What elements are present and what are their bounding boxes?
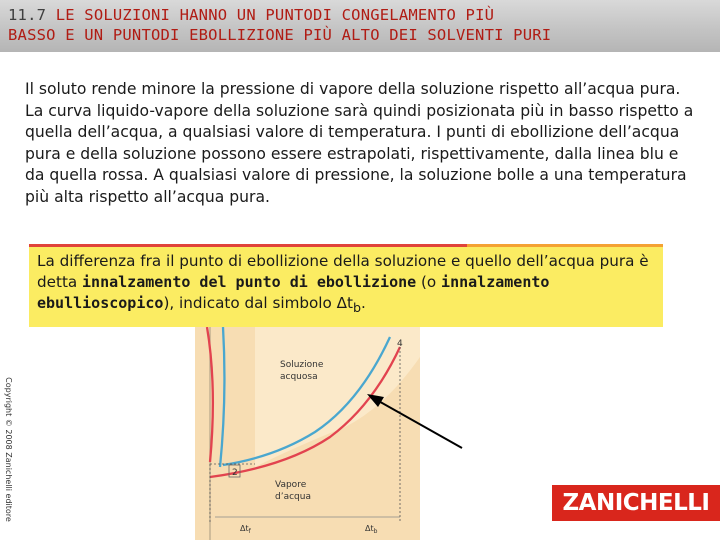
term-ebullioscopic: innalzamento ebullioscopico [37,273,550,312]
phase-diagram-svg [195,327,420,540]
delta-tf-sub: f [248,528,251,535]
slide-title [8,5,708,45]
callout-top-border-orange [467,244,663,247]
publisher-logo: ZANICHELLI [552,485,720,521]
copyright-notice [3,375,17,525]
callout-top-border-red [29,244,467,247]
delta-tb-text: Δt [365,524,374,533]
callout-text [37,251,661,318]
phase-diagram-figure [195,327,420,540]
callout-part-2: (o [416,273,442,291]
delta-tb-sub: b [373,528,378,535]
delta-subscript: b [353,300,362,316]
label-vapor-line2: d’acqua [275,492,311,502]
title-line-2: BASSO E UN PUNTODI EBOLLIZIONE PIÙ ALTO DEI SOLVENTI PURI [8,26,552,44]
title-line-1: LE SOLUZIONI HANNO UN PUNTODI CONGELAMENTO PIÙ [55,6,495,24]
delta-tf-text: Δt [240,524,249,533]
section-number: 11.7 [8,6,47,24]
label-solution-line1: Soluzione [280,360,324,370]
callout-part-3: ), indicato dal simbolo Δt [163,294,353,312]
label-solution-line2: acquosa [280,372,318,382]
label-vapor-line1: Vapore [275,480,307,490]
header-bar [0,0,720,52]
point-2-label: 2 [232,468,238,478]
callout-part-1: La differenza fra il punto di ebollizione della soluzione e quello dell’acqua pura è detta [37,252,649,291]
point-4-label: 4 [397,339,403,349]
body-paragraph: Il soluto rende minore la pressione di vapore della soluzione rispetto all’acqua pura. La curva liquido-vapore della soluzione sarà quindi posizionata più in basso rispetto a quella dell’acqua, a qualsiasi valore di temperatura. I punti di ebollizione dell’acqua pura e della soluzione possono essere estrapolati, rispettivamente, dalla linea blu e da quella rossa. A qualsiasi valore di pressione, la soluzione bolle a una temperatura più alta rispetto all’acqua pura. [25,80,694,206]
copyright-text: Copyright © 2008 Zanichelli editore [3,377,13,522]
callout-part-4: . [361,294,366,312]
term-boiling-point-elevation: innalzamento del punto di ebollizione [82,273,417,291]
